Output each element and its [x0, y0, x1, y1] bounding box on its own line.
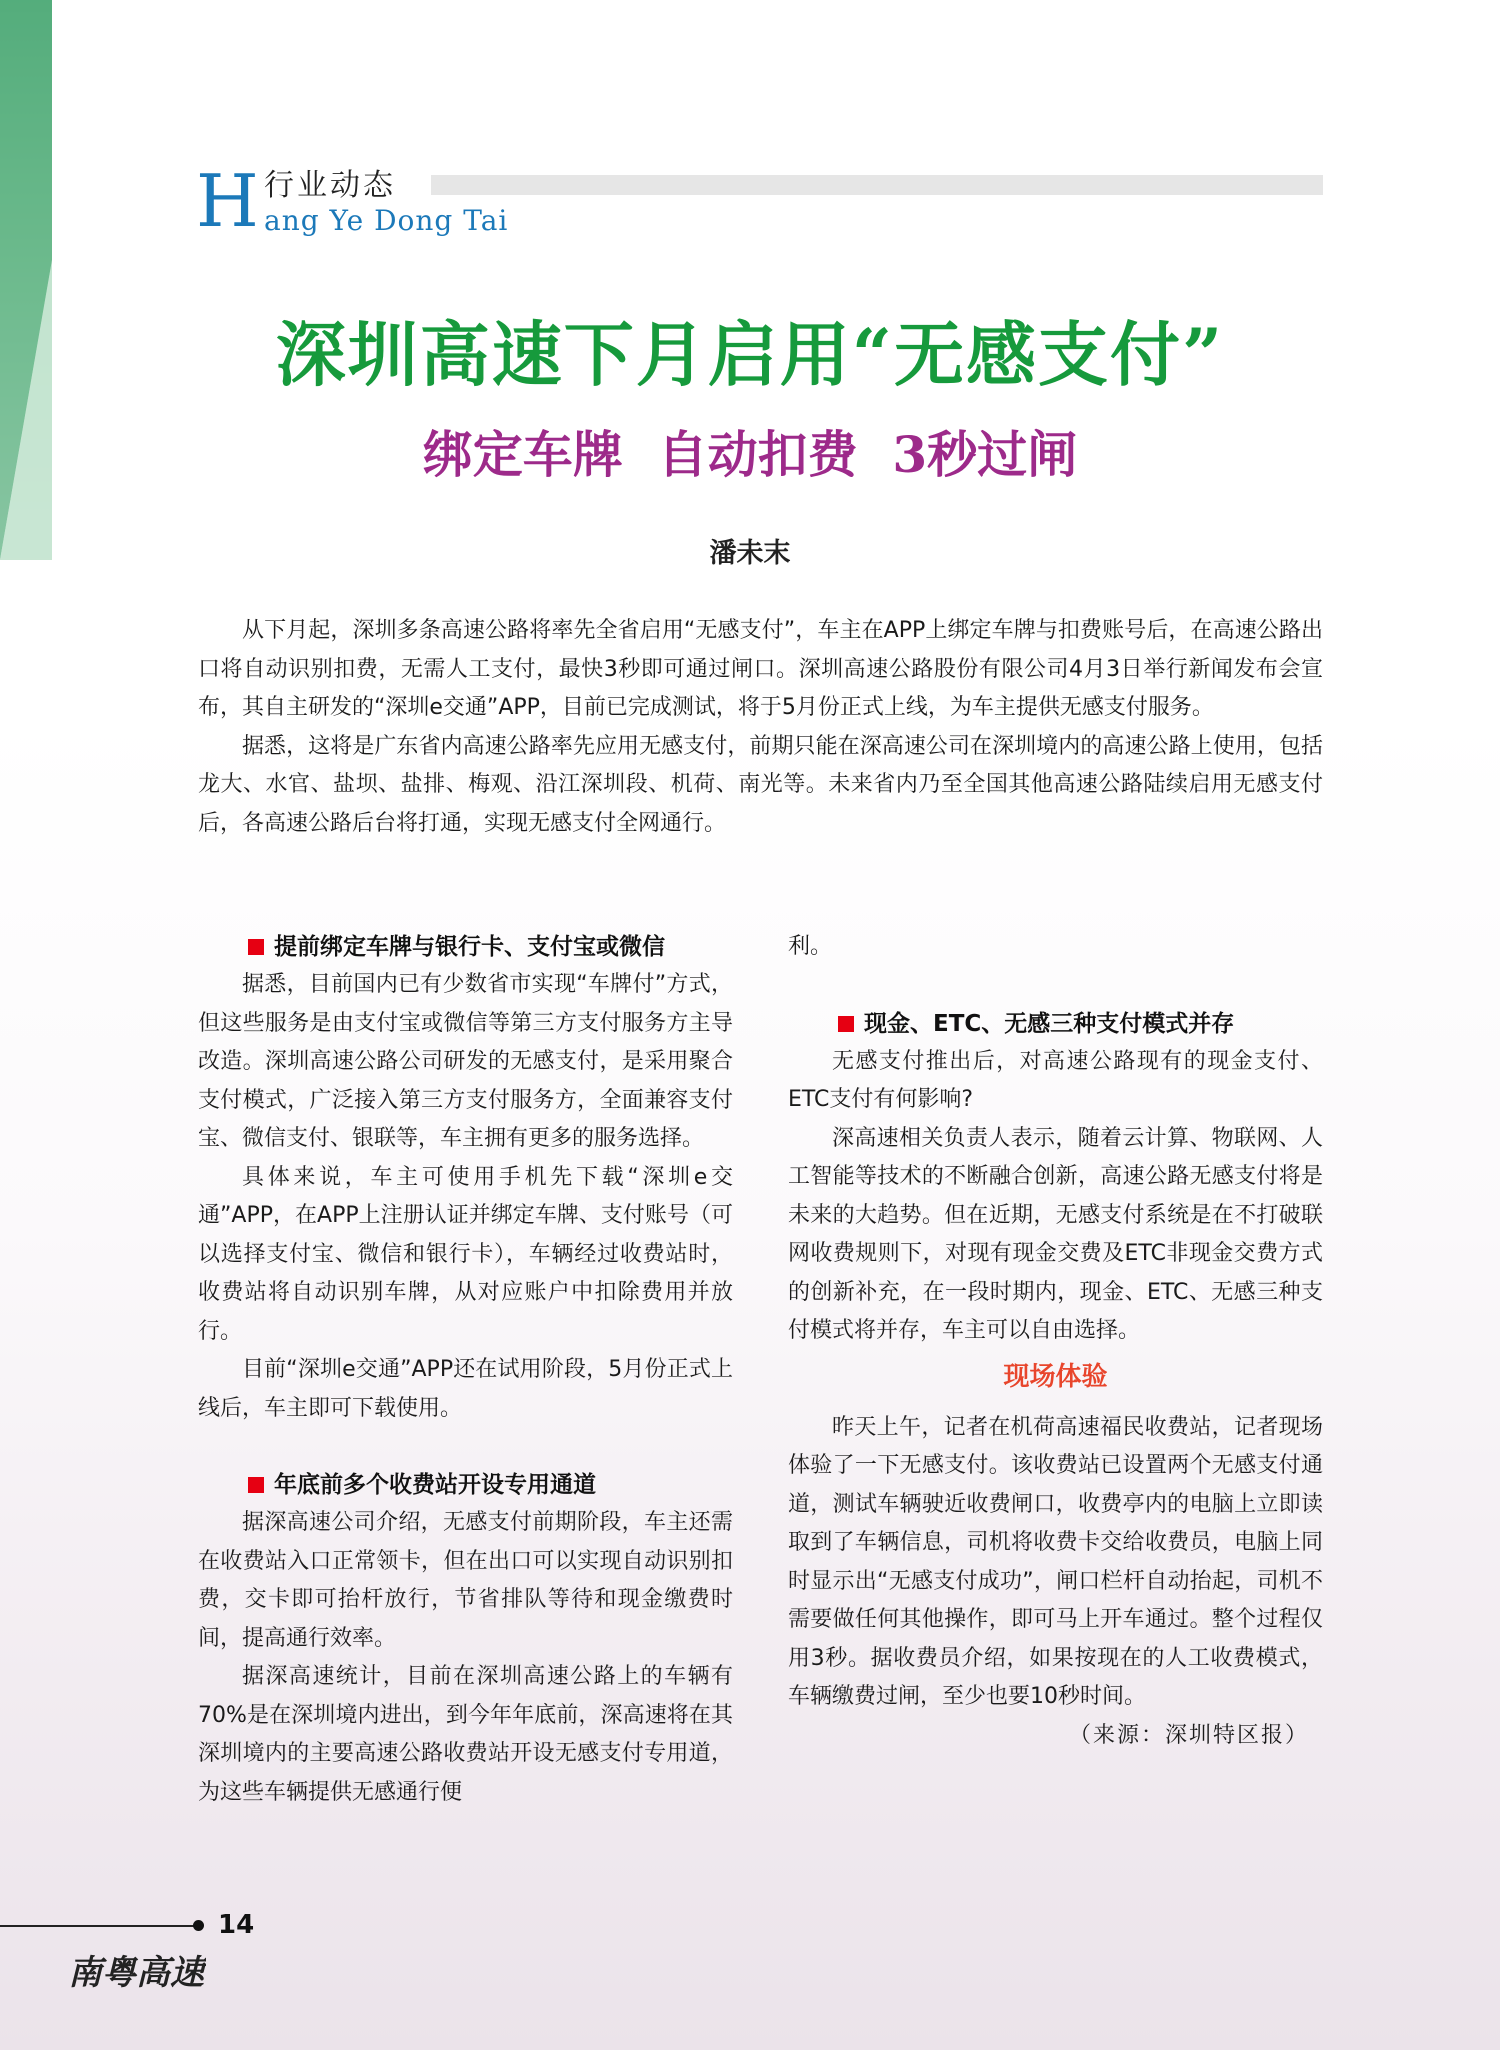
section-heading — [788, 1005, 1323, 1043]
section-heading-text: 提前绑定车牌与银行卡、支付宝或微信 — [274, 934, 665, 960]
left-column — [198, 928, 733, 1812]
footer-rule — [0, 1925, 197, 1927]
red-square-bullet-icon — [838, 1016, 854, 1032]
body-paragraph: 据深高速统计，目前在深圳高速公路上的车辆有70%是在深圳境内进出，到今年年底前，深高速将在其深圳境内的主要高速公路收费站开设无感支付专用道，为这些车辆提供无感通行便 — [198, 1664, 733, 1805]
section-title-cn: 行业动态 — [264, 168, 396, 203]
magazine-logo-text: 南粤高速 — [68, 1953, 204, 1993]
body-paragraph: 据深高速公司介绍，无感支付前期阶段，车主还需在收费站入口正常领卡，但在出口可以实现自动识别扣费，交卡即可抬杆放行，节省排队等待和现金缴费时间，提高通行效率。 — [198, 1510, 733, 1651]
section-heading-text: 现金、ETC、无感三种支付模式并存 — [864, 1010, 1235, 1037]
page-number: 14 — [218, 1910, 255, 1940]
body-paragraph: 深高速相关负责人表示，随着云计算、物联网、人工智能等技术的不断融合创新，高速公路无感支付将是未来的大趋势。但在近期，无感支付系统是在不打破联网收费规则下，对现有现金交费及ETC非现金交费方式的创新补充，在一段时期内，现金、ETC、无感三种支付模式将并存，车主可以自由选择。 — [788, 1125, 1323, 1343]
body-paragraph: 据悉，目前国内已有少数省市实现“车牌付”方式，但这些服务是由支付宝或微信等第三方支付服务方主导改造。深圳高速公路公司研发的无感支付，是采用聚合支付模式，广泛接入第三方支付服务方，全面兼容支付宝、微信支付、银联等，车主拥有更多的服务选择。 — [198, 972, 733, 1151]
body-paragraph: 目前“深圳e交通”APP还在试用阶段，5月份正式上线后，车主即可下载使用。 — [198, 1357, 733, 1421]
section-initial: H — [196, 159, 259, 243]
article-title: 深圳高速下月启用“无感支付” — [275, 313, 1225, 396]
magazine-logo — [66, 1940, 206, 2002]
article-author: 潘未末 — [709, 538, 791, 569]
article-source: （来源：深圳特区报） — [1068, 1722, 1309, 1748]
body-paragraph: 昨天上午，记者在机荷高速福民收费站，记者现场体验了一下无感支付。该收费站已设置两个无感支付通道，测试车辆驶近收费闸口，收费亭内的电脑上立即读取到了车辆信息，司机将收费卡交给收费员，电脑上同时显示出“无感支付成功”，闸口栏杆自动抬起，司机不需要做任何其他操作，即可马上开车通过。整个过程仅用3秒。据收费员介绍，如果按现在的人工收费模式，车辆缴费过闸，至少也要10秒时间。 — [788, 1414, 1323, 1709]
body-paragraph: 具体来说，车主可使用手机先下载“深圳e交通”APP，在APP上注册认证并绑定车牌、支付账号（可以选择支付宝、微信和银行卡），车辆经过收费站时，收费站将自动识别车牌，从对应账户中扣除费用并放行。 — [198, 1164, 733, 1344]
section-title-en: ang Ye Dong Tai — [264, 204, 509, 237]
continuation-text: 利。 — [788, 934, 833, 959]
right-column — [788, 928, 1323, 1755]
section-heading — [198, 928, 733, 966]
article-intro — [198, 612, 1323, 843]
red-square-bullet-icon — [248, 1477, 264, 1493]
section-header — [196, 159, 1326, 243]
red-square-bullet-icon — [248, 939, 264, 955]
footer-dot-icon — [193, 1920, 204, 1931]
intro-paragraph: 从下月起，深圳多条高速公路将率先全省启用“无感支付”，车主在APP上绑定车牌与扣费账号后，在高速公路出口将自动识别扣费，无需人工支付，最快3秒即可通过闸口。深圳高速公路股份有限公司4月3日举行新闻发布会宣布，其自主研发的“深圳e交通”APP，目前已完成测试，将于5月份正式上线，为车主提供无感支付服务。 — [198, 618, 1323, 720]
section-heading — [198, 1466, 733, 1504]
subsection-heading: 现场体验 — [1003, 1361, 1108, 1392]
body-paragraph: 无感支付推出后，对高速公路现有的现金支付、ETC支付有何影响? — [788, 1048, 1323, 1112]
section-heading-text: 年底前多个收费站开设专用通道 — [274, 1472, 596, 1498]
intro-paragraph: 据悉，这将是广东省内高速公路率先应用无感支付，前期只能在深高速公司在深圳境内的高速公路上使用，包括龙大、水官、盐坝、盐排、梅观、沿江深圳段、机荷、南光等。未来省内乃至全国其他高速公路陆续启用无感支付后，各高速公路后台将打通，实现无感支付全网通行。 — [198, 733, 1323, 836]
article-subtitle: 绑定车牌 自动扣费 3秒过闸 — [422, 425, 1078, 484]
header-divider-bar — [431, 175, 1323, 195]
